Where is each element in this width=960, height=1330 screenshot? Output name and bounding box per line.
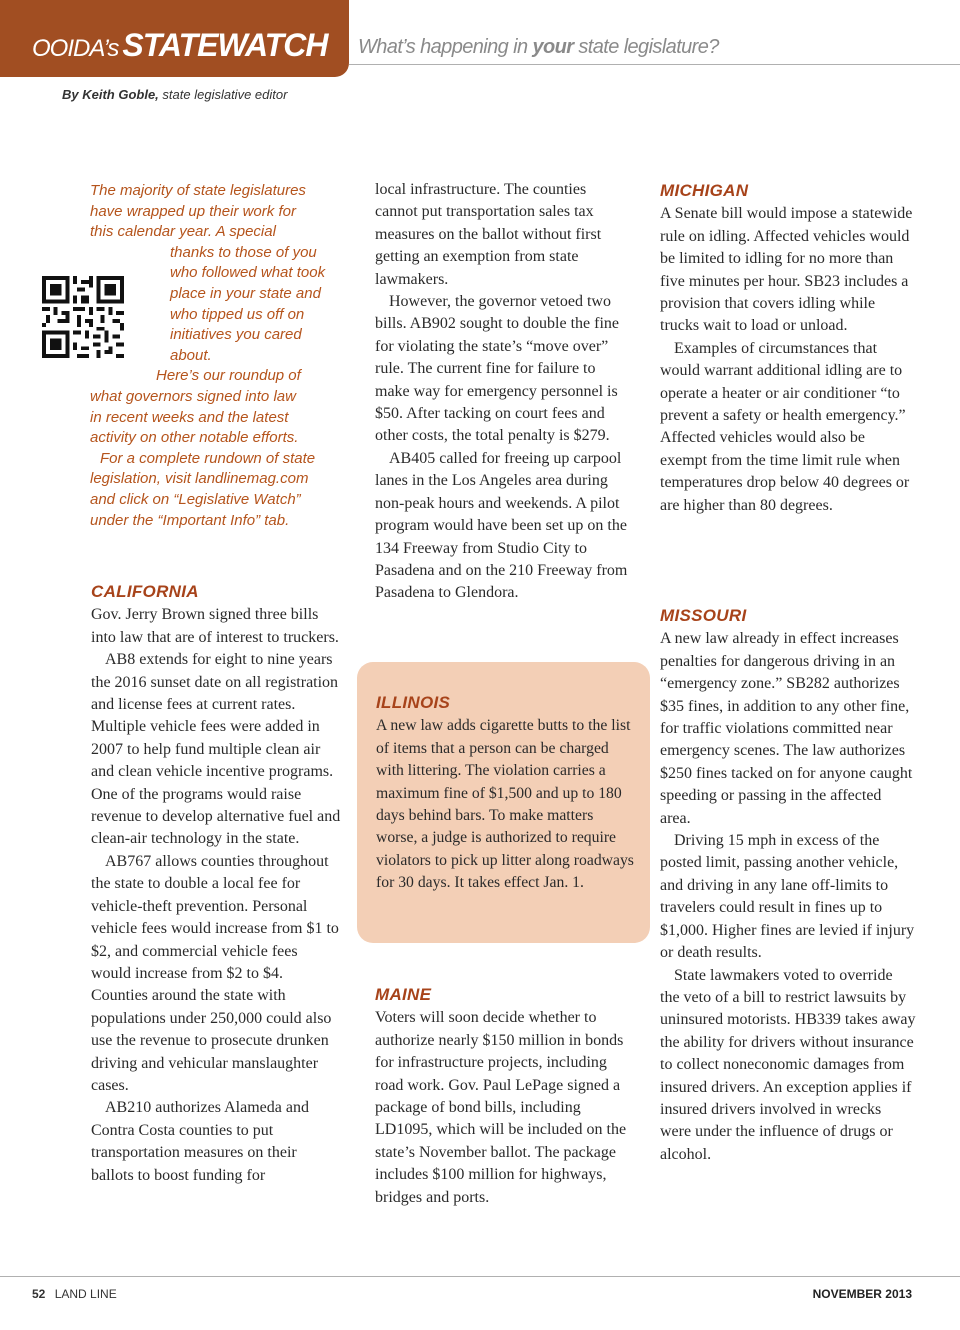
intro-line: what governors signed into law xyxy=(90,387,296,405)
illinois-paragraph: A new law adds cigarette butts to the list of items that a person can be charged with littering. The violation carries a maximum fine of $1,500 and up to 180 days behind bars. To make matters worse, a judge is authorized to require violators to pick up litter along roadways for 30 days. It takes effect Jan. 1. xyxy=(376,717,634,892)
intro-line: place in your state and xyxy=(170,284,321,302)
intro-line: legislation, visit landlinemag.com xyxy=(90,470,309,488)
illinois-heading: ILLINOIS xyxy=(376,693,451,712)
intro-line: who tipped us off on xyxy=(170,305,305,323)
missouri-paragraph: A new law already in effect increases penalties for dangerous driving in an “emergency zone.” SB282 authorizes $35 fines, in addition to any other fine, for traffic violations committed near emergency scenes. The law authorizes $250 fines tacked on for anyone caught speeding or passing in the affected area. xyxy=(660,630,913,827)
page-number: 52 xyxy=(32,1287,46,1301)
california-paragraph: AB767 allows counties throughout the state to double a local fee for vehicle-theft prevention. Personal vehicle fees would increase from $1 to $2, and commercial vehicle fees would increase from $2 to $4. Counties around the state with populations under 250,000 could also use the revenue to prosecute drunken driving and vehicular manslaughter cases. xyxy=(91,852,339,1094)
intro-text xyxy=(90,181,340,531)
california-paragraph: However, the governor vetoed two bills. AB902 sought to double the fine for violating the state’s “move over” rule. The current fine for failure to make way for emergency personnel is $50. After tacking on court fees and other costs, the total penalty is $279. xyxy=(375,293,619,445)
michigan-section xyxy=(660,180,916,517)
michigan-paragraph: A Senate bill would impose a statewide rule on idling. Affected vehicles would be limited to idling for no more than five minutes per hour. SB23 includes a provision that covers idling while trucks wait to load or unload. xyxy=(660,205,913,335)
california-paragraph: AB405 called for freeing up carpool lanes in the Los Angeles area during non-peak hours and weekends. A pilot program would have been set up on the 134 Freeway from Studio City to Pasadena and on the 210 Freeway from Pasadena to Glendora. xyxy=(375,449,628,602)
byline-role: state legislative editor xyxy=(162,87,288,102)
intro-line: under the “Important Info” tab. xyxy=(90,511,290,529)
california-paragraph: Gov. Jerry Brown signed three bills into law that are of interest to truckers. xyxy=(91,606,339,646)
intro-line: The majority of state legislatures xyxy=(90,182,306,199)
tagline-bold: your xyxy=(532,36,574,58)
illinois-section xyxy=(376,692,636,895)
maine-heading: MAINE xyxy=(375,985,432,1004)
intro-line: about. xyxy=(170,346,212,364)
byline-name: By Keith Goble, xyxy=(62,87,159,102)
byline xyxy=(62,87,287,102)
tagline-post: state legislature? xyxy=(578,36,719,58)
illinois-box xyxy=(357,662,650,943)
missouri-section xyxy=(660,605,916,1166)
maine-paragraph: Voters will soon decide whether to authorize nearly $150 million in bonds for infrastructure projects, including road work. Gov. Paul LePage signed a package of bond bills, including LD1095, which will be included on the state’s November ballot. The package includes $100 million for highways, bridges and ports. xyxy=(375,1009,627,1206)
masthead xyxy=(32,27,327,64)
intro-line: activity on other notable efforts. xyxy=(90,429,299,447)
footer-rule xyxy=(0,1276,960,1277)
michigan-paragraph: Examples of circumstances that would warrant additional idling are to operate a heater or air conditioner “to prevent a safety or health emergency.” Affected vehicles would also be exempt from the time limit rule when temperatures drop below 40 degrees or are higher than 80 degrees. xyxy=(660,339,910,514)
california-column xyxy=(91,581,341,1187)
intro-line: initiatives you cared xyxy=(170,326,302,344)
qr-code-icon[interactable] xyxy=(42,276,124,358)
maine-section xyxy=(375,984,631,1209)
tagline-pre: What’s happening in xyxy=(358,36,528,58)
masthead-prefix: OOIDA’s xyxy=(32,35,119,62)
header-rule xyxy=(349,64,960,65)
intro-line: in recent weeks and the latest xyxy=(90,408,289,426)
california-paragraph: local infrastructure. The counties cannot put transportation sales tax measures on the ballot without first getting an exemption from state lawmakers. xyxy=(375,181,602,288)
header-banner xyxy=(0,0,349,77)
michigan-heading: MICHIGAN xyxy=(660,181,749,200)
california-paragraph: AB210 authorizes Alameda and Contra Costa counties to put transportation measures on their ballots to boost funding for xyxy=(91,1099,309,1184)
california-paragraph: AB8 extends for eight to nine years the 2016 sunset date on all registration and license fees at current rates. Multiple vehicle fees were added in 2007 to help fund multiple clean air and clean vehicle incentive programs. One of the programs would raise revenue to develop alternative fuel and clean-air technology in the state. xyxy=(91,651,341,848)
issue-date: NOVEMBER 2013 xyxy=(812,1287,912,1301)
intro-line: and click on “Legislative Watch” xyxy=(90,490,301,508)
intro-line: have wrapped up their work for xyxy=(90,202,296,220)
missouri-heading: MISSOURI xyxy=(660,606,747,625)
tagline xyxy=(358,36,719,59)
intro-line: this calendar year. A special xyxy=(90,223,276,241)
missouri-paragraph: Driving 15 mph in excess of the posted limit, passing another vehicle, and driving in any lane off-limits to travelers could result in fines up to $1,000. Higher fines are levied if injury or death results. xyxy=(660,832,915,962)
missouri-paragraph: State lawmakers voted to override the veto of a bill to restrict lawsuits by uninsured motorists. HB339 takes away the ability for drivers without insurance to collect noneconomic damages from insured drivers. An exception applies if insured drivers involved in wrecks were under the influence of drugs or alcohol. xyxy=(660,966,916,1163)
california-heading: CALIFORNIA xyxy=(91,582,199,601)
intro-line: thanks to those of you xyxy=(170,243,317,261)
intro-line: who followed what took xyxy=(170,264,326,282)
intro-line: For a complete rundown of state xyxy=(100,449,316,467)
intro-line: Here’s our roundup of xyxy=(156,367,301,385)
publication-name: LAND LINE xyxy=(54,1287,117,1301)
masthead-title: STATEWATCH xyxy=(122,27,328,63)
footer-folio xyxy=(32,1287,117,1301)
california-continued-column xyxy=(375,179,629,605)
